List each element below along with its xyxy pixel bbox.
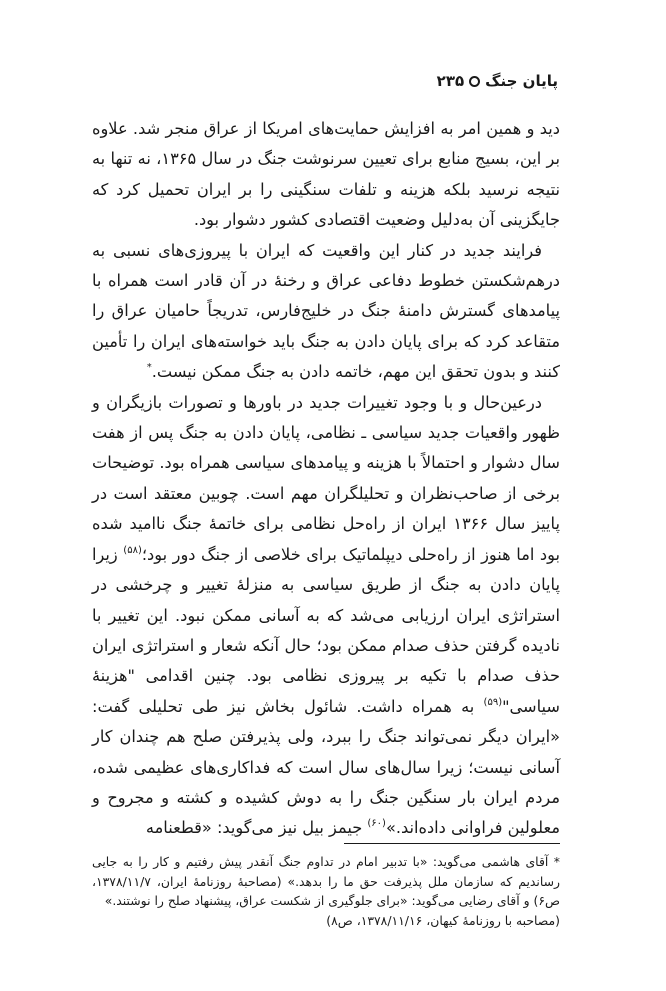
paragraph-3-text-c: به همراه داشت. شائول بخاش نیز طی تحلیلی گفت: «ایران دیگر نمی‌تواند جنگ را ببرد، ولی پذیرفتن صلح هم چندان کار آسانی نیست؛ زیرا سال‌های سال است که فداکاری‌های عظیمی شده، مردم ایران بار سنگین جنگ را به دوش کشیده و کشته و مجروح و معلولین فراوانی داده‌اند.» xyxy=(92,696,560,838)
paragraph-3 xyxy=(92,388,560,844)
paragraph-1-text: دید و همین امر به افزایش حمایت‌های امریکا از عراق منجر شد. علاوه بر این، بسیج منابع برای تعیین سرنوشت جنگ در سال ۱۳۶۵، نه تنها به نتیجه نرسید بلکه هزینه و تلفات سنگینی را بر ایران تحمیل کرد که جایگزینی آن به‌دلیل وضعیت اقتصادی کشور دشوار بود. xyxy=(92,119,560,230)
paragraph-2 xyxy=(92,236,560,388)
paragraph-3-text-b: زیرا پایان دادن به جنگ از طریق سیاسی به منزلهٔ تغییر و چرخشی در استراتژی ایران ارزیابی می‌شد که به آسانی ممکن نبود. این تغییر با نادیده گرفتن حذف صدام ممکن بود؛ حال آنکه شعار و استراتژی ایران حذف صدام با تکیه بر پیروزی نظامی بود. چنین اقدامی "هزینهٔ سیاسی" xyxy=(92,544,560,716)
reference-58: (۵۸) xyxy=(123,544,142,556)
footnote-marker: * xyxy=(146,362,152,374)
footnote-1: * آقای هاشمی می‌گوید: «با تدبیر امام در تداوم جنگ آنقدر پیش رفتیم و کار را به جایی رساندیم که سازمان ملل پذیرفت حق ما را بدهد.» (مصاحبهٔ روزنامهٔ ایران، ۱۳۷۸/۱۱/۷، ص۶) و آقای رضایی می‌گوید: «برای جلوگیری از شکست عراق، پیشنهاد صلح را نوشتند.» xyxy=(92,854,560,909)
footnotes xyxy=(92,852,560,930)
reference-60: (۶۰) xyxy=(367,818,386,830)
circle-separator-icon xyxy=(469,76,480,87)
body-text xyxy=(92,114,560,844)
page-number: ۲۳۵ xyxy=(436,72,465,90)
paragraph-1 xyxy=(92,114,560,236)
footnote-divider xyxy=(344,843,560,844)
paragraph-3-text-d: جیمز بیل نیز می‌گوید: «قطعنامه xyxy=(145,818,368,838)
paragraph-3-text-a: درعین‌حال و با وجود تغییرات جدید در باورها و تصورات بازیگران و ظهور واقعیات جدید سیاسی ـ نظامی، پایان دادن به جنگ پس از هفت سال دشوار و احتمالاً با هزینه و پیامدهای سیاسی همراه بود. توضیحات برخی از صاحب‌نظران و تحلیلگران مهم است. چوبین معتقد است در پاییز سال ۱۳۶۶ ایران از راه‌حل نظامی برای خاتمهٔ جنگ ناامید شده بود اما هنوز از راه‌حلی دیپلماتیک برای خلاصی از جنگ دور بود؛ xyxy=(92,392,560,564)
running-header xyxy=(437,72,558,90)
chapter-title: پایان جنگ xyxy=(485,72,558,90)
footnote-source: (مصاحبه با روزنامهٔ کیهان، ۱۳۷۸/۱۱/۱۶، ص۸) xyxy=(326,912,560,928)
reference-59: (۵۹) xyxy=(483,696,503,708)
paragraph-2-text: فرایند جدید در کنار این واقعیت که ایران با پیروزی‌های نسبی به درهم‌شکستن خطوط دفاعی عراق و رخنهٔ در آن قادر است همراه با پیامدهای گسترش دامنهٔ جنگ در خلیج‌فارس، تدریجاً حامیان عراق را متقاعد کرد که برای پایان دادن به جنگ باید خواسته‌های ایران را تأمین کنند و بدون تحقق این مهم، خاتمه دادن به جنگ ممکن نیست. xyxy=(92,240,560,382)
